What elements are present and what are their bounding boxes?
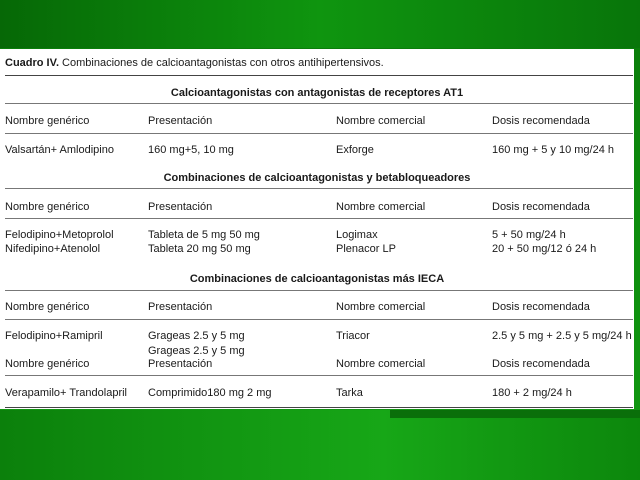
background-bottom-band (0, 410, 640, 480)
header-brand-name: Nombre comercial (336, 201, 426, 213)
cell-presentation: Grageas 2.5 y 5 mg (148, 330, 245, 342)
caption-text: Combinaciones de calcioantagonistas con otros antihipertensivos. (59, 57, 384, 69)
cell-brand: Tarka (336, 387, 363, 399)
cell-brand: Exforge (336, 144, 374, 156)
header-rule (5, 319, 633, 320)
header-presentation: Presentación (148, 301, 213, 313)
header-generic-name: Nombre genérico (5, 201, 90, 213)
background-stripe (390, 410, 640, 418)
header-rule (5, 218, 633, 219)
header-brand-name: Nombre comercial (336, 358, 426, 370)
header-rule (5, 375, 633, 376)
header-generic-name: Nombre genérico (5, 358, 90, 370)
header-presentation: Presentación (148, 115, 213, 127)
header-dose: Dosis recomendada (492, 301, 590, 313)
bottom-rule (5, 407, 633, 408)
cell-presentation: Comprimido180 mg 2 mg (148, 387, 272, 399)
section-title-betablockers: Combinaciones de calcioantagonistas y betabloqueadores (163, 172, 471, 184)
header-generic-name: Nombre genérico (5, 115, 90, 127)
cell-brand: Triacor (336, 330, 370, 342)
cell-presentation: Tableta 20 mg 50 mg (148, 243, 251, 255)
cell-presentation: Tableta de 5 mg 50 mg (148, 229, 260, 241)
header-presentation: Presentación (148, 358, 213, 370)
cell-generic: Felodipino+Ramipril (5, 330, 103, 342)
header-generic-name: Nombre genérico (5, 301, 90, 313)
cell-presentation: 160 mg+5, 10 mg (148, 144, 234, 156)
cell-presentation: Grageas 2.5 y 5 mg (148, 345, 245, 357)
table-caption (5, 57, 384, 69)
cell-brand: Plenacor LP (336, 243, 396, 255)
header-presentation: Presentación (148, 201, 213, 213)
cell-dose: 20 + 50 mg/12 ó 24 h (492, 243, 597, 255)
top-rule (5, 75, 633, 76)
cell-dose: 5 + 50 mg/24 h (492, 229, 566, 241)
section-title-at1: Calcioantagonistas con antagonistas de receptores AT1 (170, 87, 464, 99)
section-rule (5, 103, 633, 104)
cell-dose: 160 mg + 5 y 10 mg/24 h (492, 144, 614, 156)
header-dose: Dosis recomendada (492, 358, 590, 370)
table-slide (0, 49, 634, 409)
caption-number: Cuadro IV. (5, 57, 59, 69)
cell-dose: 180 + 2 mg/24 h (492, 387, 572, 399)
cell-generic: Valsartán+ Amlodipino (5, 144, 114, 156)
section-title-ieca: Combinaciones de calcioantagonistas más IECA (189, 273, 445, 285)
header-rule (5, 133, 633, 134)
cell-brand: Logimax (336, 229, 378, 241)
cell-dose: 2.5 y 5 mg + 2.5 y 5 mg/24 h (492, 330, 632, 342)
header-dose: Dosis recomendada (492, 115, 590, 127)
header-dose: Dosis recomendada (492, 201, 590, 213)
cell-generic: Felodipino+Metoprolol (5, 229, 114, 241)
cell-generic: Verapamilo+ Trandolapril (5, 387, 127, 399)
header-brand-name: Nombre comercial (336, 115, 426, 127)
cell-generic: Nifedipino+Atenolol (5, 243, 101, 255)
header-brand-name: Nombre comercial (336, 301, 426, 313)
section-rule (5, 290, 633, 291)
background-top-band (0, 0, 640, 48)
section-rule (5, 188, 633, 189)
